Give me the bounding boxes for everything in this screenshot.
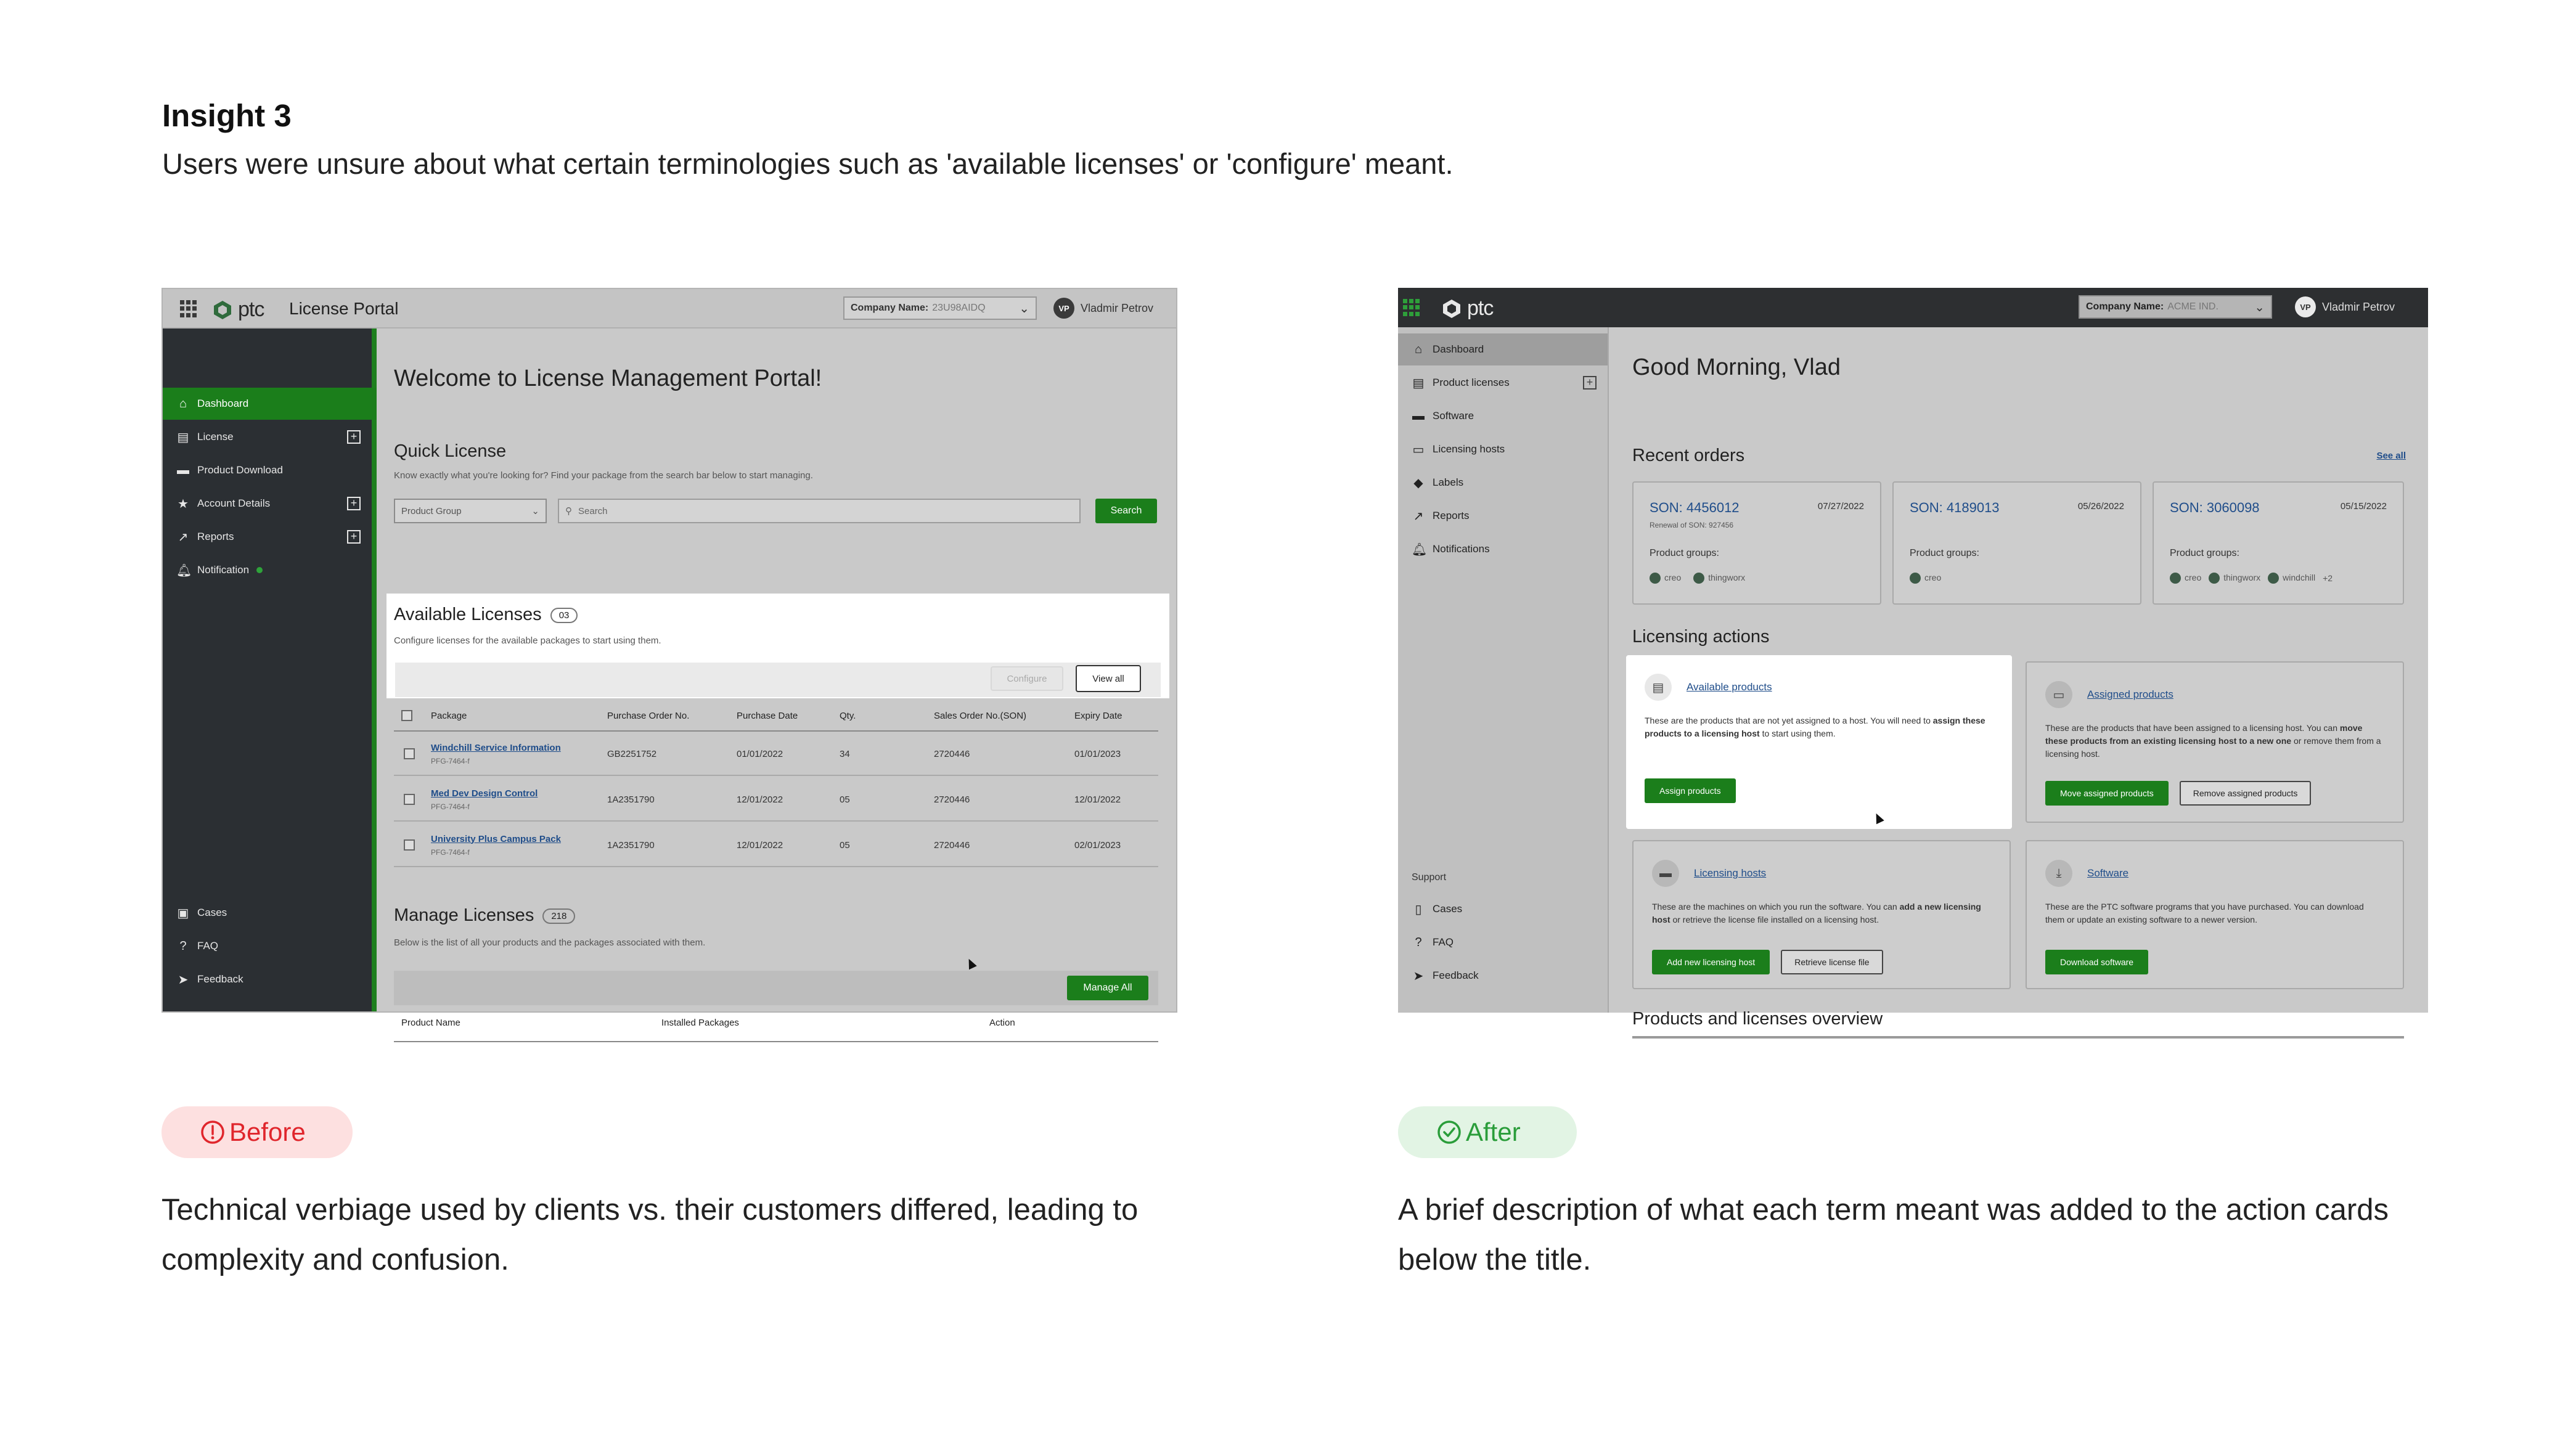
- thingworx-logo-icon: [1693, 573, 1704, 584]
- date-cell: 12/01/2022: [737, 794, 783, 805]
- available-licenses-table: [394, 700, 1158, 878]
- before-tag: [162, 1106, 353, 1158]
- apps-grid-icon[interactable]: [1403, 299, 1420, 316]
- column-header[interactable]: Package: [431, 710, 467, 721]
- quick-license-title: Quick License: [394, 441, 507, 461]
- product-group-select[interactable]: [394, 499, 547, 523]
- available-licenses-panel: [386, 594, 1169, 698]
- order-card[interactable]: [2153, 481, 2404, 605]
- order-son[interactable]: SON: 3060098: [2170, 500, 2260, 515]
- row-checkbox[interactable]: [404, 777, 415, 822]
- action-card-title[interactable]: Available products: [1687, 681, 1772, 693]
- after-tag-label: After: [1466, 1117, 1521, 1146]
- action-card-buttons: [2045, 781, 2311, 806]
- chart-icon: ↗: [1413, 509, 1424, 523]
- before-caption: Technical verbiage used by clients vs. their customers differed, leading to complexity and confusion.: [162, 1193, 1139, 1276]
- ptc-logo[interactable]: [1441, 296, 1493, 320]
- column-header[interactable]: Purchase Order No.: [607, 710, 690, 721]
- after-tag: [1398, 1106, 1577, 1158]
- insight-description: Users were unsure about what certain terminologies such as 'available licenses' or 'configure' meant.: [162, 147, 1454, 180]
- sidebar-item-label: Reports: [1433, 510, 1470, 521]
- table-row[interactable]: [394, 777, 1158, 822]
- sidebar-item-label: Product licenses: [1433, 377, 1510, 388]
- company-select[interactable]: [2079, 295, 2272, 319]
- chevron-down-icon: ⌄: [531, 506, 539, 516]
- sidebar-item-software[interactable]: [1398, 400, 1608, 432]
- send-icon: ➤: [1413, 969, 1424, 983]
- alert-circle-icon: [200, 1119, 226, 1145]
- bell-icon: 🔔︎: [1412, 542, 1428, 557]
- product-group-placeholder: Product Group: [401, 505, 462, 516]
- sidebar-item-label: Cases: [197, 907, 227, 918]
- action-card-description: These are the PTC software programs that you have purchased. You can download them or update an existing software to a newer version.: [2045, 902, 2364, 925]
- after-caption: A brief description of what each term meant was added to the action cards below the title.: [1398, 1193, 2389, 1276]
- action-card-title[interactable]: Licensing hosts: [1694, 867, 1767, 879]
- retrieve-license-file-button[interactable]: Retrieve license file: [1781, 950, 1883, 974]
- sidebar-item-notification[interactable]: [163, 554, 372, 586]
- creo-logo-icon: [1910, 573, 1921, 584]
- action-card-description: These are the products that have been assigned to a licensing host. You can move these products from an existing licensing host to a new one or remove them from a licensing host.: [2045, 723, 2381, 759]
- portal-name: License Portal: [289, 299, 399, 318]
- page-title: Welcome to License Management Portal!: [394, 365, 822, 391]
- date-cell: 01/01/2022: [737, 748, 783, 759]
- package-link[interactable]: Med Dev Design Control: [431, 788, 538, 799]
- select-all-checkbox[interactable]: [401, 700, 412, 732]
- sidebar-item-feedback[interactable]: [1398, 960, 1608, 992]
- sidebar-item-label: Notification: [197, 564, 250, 576]
- ptc-logo-text: ptc: [1467, 296, 1494, 320]
- count-badge: 03: [550, 608, 578, 623]
- home-icon: ⌂: [1414, 342, 1423, 356]
- move-assigned-products-button[interactable]: Move assigned products: [2045, 781, 2169, 806]
- manage-licenses-label: Manage Licenses: [394, 905, 534, 925]
- product-groups-label: Product groups:: [1650, 548, 1719, 558]
- table-row[interactable]: [394, 823, 1158, 867]
- product-group-chip: creo: [2170, 573, 2201, 584]
- row-checkbox[interactable]: [404, 732, 415, 776]
- expand-icon[interactable]: +: [347, 530, 361, 544]
- product-group-chip: creo: [1910, 573, 1941, 584]
- manage-table-header: [394, 1005, 1158, 1042]
- sidebar-item-cases[interactable]: [163, 897, 372, 929]
- order-son[interactable]: SON: 4189013: [1910, 500, 2000, 515]
- send-icon: ➤: [178, 973, 189, 987]
- sidebar-item-licensing-hosts[interactable]: [1398, 433, 1608, 465]
- expiry-cell: 12/01/2022: [1074, 794, 1121, 805]
- user-name: Vladmir Petrov: [1081, 301, 1154, 314]
- before-screenshot: [162, 288, 1177, 1028]
- host-icon: ▭: [1412, 443, 1425, 457]
- product-group-chip: windchill: [2268, 573, 2315, 584]
- sidebar-item-label: Feedback: [197, 973, 243, 985]
- action-card-description: These are the machines on which you run the software. You can add a new licensing host or retrieve the license file installed on a licensing host.: [1652, 902, 1981, 925]
- sidebar-item-product-licenses[interactable]: [1398, 367, 1608, 399]
- manage-toolbar: [394, 971, 1158, 1005]
- add-licensing-host-button[interactable]: Add new licensing host: [1652, 950, 1770, 974]
- company-value: 23U98AIDQ: [932, 303, 986, 313]
- sidebar-item-account-details[interactable]: [163, 488, 372, 520]
- before-tag-label: Before: [229, 1117, 306, 1146]
- sidebar-item-feedback[interactable]: [163, 963, 372, 995]
- sidebar-item-label: Reports: [197, 531, 234, 542]
- order-renewal: Renewal of SON: 927456: [1650, 521, 1734, 529]
- column-header[interactable]: Installed Packages: [661, 1018, 739, 1028]
- support-label: Support: [1412, 872, 1447, 883]
- expand-icon[interactable]: +: [347, 430, 361, 444]
- product-group-chips: [1650, 573, 1745, 584]
- manage-all-button[interactable]: Manage All: [1067, 976, 1148, 1000]
- po-cell: 1A2351790: [607, 839, 655, 851]
- available-licenses-label: Available Licenses: [394, 605, 542, 624]
- licensing-actions-title: Licensing actions: [1632, 627, 1770, 647]
- column-header[interactable]: Sales Order No.(SON): [934, 710, 1027, 721]
- sidebar-item-reports[interactable]: [1398, 500, 1608, 532]
- expand-icon[interactable]: +: [347, 497, 361, 510]
- quick-license-subtitle: Know exactly what you're looking for? Find your package from the search bar below to start managing.: [394, 470, 813, 481]
- action-card-buttons: [1652, 950, 1883, 974]
- expand-icon[interactable]: +: [1583, 376, 1597, 390]
- top-bar: [1398, 288, 2428, 327]
- package-code: PFG-7464-f: [431, 756, 470, 765]
- action-card-licensing-hosts[interactable]: [1632, 840, 2011, 989]
- main-content: [1609, 327, 2428, 1029]
- column-header[interactable]: Purchase Date: [737, 710, 798, 721]
- apps-grid-icon[interactable]: [180, 300, 197, 317]
- sidebar-item-label: Notifications: [1433, 543, 1490, 555]
- package-code: PFG-7464-f: [431, 847, 470, 857]
- top-bar: [163, 289, 1176, 329]
- available-licenses-subtitle: Configure licenses for the available packages to start using them.: [394, 635, 661, 646]
- sidebar-item-label: Product Download: [197, 464, 283, 476]
- ptc-logo-mark-icon: [1441, 298, 1462, 319]
- sidebar-item-dashboard[interactable]: [163, 388, 377, 420]
- order-card[interactable]: [1892, 481, 2141, 605]
- son-cell: 2720446: [934, 839, 970, 851]
- action-card-buttons: [2045, 950, 2148, 974]
- creo-logo-icon: [1650, 573, 1661, 584]
- sidebar-item-label: Dashboard: [197, 398, 249, 409]
- package-link[interactable]: University Plus Campus Pack: [431, 833, 561, 844]
- download-icon: ⤓: [2045, 860, 2072, 887]
- product-groups-label: Product groups:: [1910, 548, 1979, 558]
- insight-title: Insight 3: [162, 98, 292, 133]
- action-card-title[interactable]: Assigned products: [2087, 688, 2173, 700]
- license-icon: ▤: [177, 430, 189, 444]
- product-group-chips: [2170, 573, 2333, 584]
- company-label: Company Name:: [851, 303, 929, 313]
- thingworx-logo-icon: [2209, 573, 2220, 584]
- check-circle-icon: [1436, 1119, 1462, 1145]
- action-card-title[interactable]: Software: [2087, 867, 2129, 879]
- order-date: 07/27/2022: [1817, 501, 1864, 512]
- son-cell: 2720446: [934, 748, 970, 759]
- sidebar-item-dashboard[interactable]: [1398, 333, 1608, 365]
- creo-logo-icon: [2170, 573, 2181, 584]
- user-name: Vladmir Petrov: [2322, 300, 2395, 313]
- view-all-button[interactable]: View all: [1076, 665, 1141, 692]
- ptc-logo-text: ptc: [238, 298, 264, 321]
- manage-licenses-title: [394, 905, 575, 926]
- sidebar-item-label: Software: [1433, 410, 1474, 422]
- action-card-assigned-products[interactable]: [2026, 661, 2404, 823]
- mouse-cursor-icon: [965, 957, 976, 969]
- sidebar: [1398, 327, 1609, 1013]
- search-placeholder: Search: [578, 505, 608, 516]
- column-header[interactable]: Product Name: [401, 1018, 460, 1028]
- order-date: 05/26/2022: [2077, 501, 2124, 512]
- column-header[interactable]: Action: [989, 1018, 1015, 1028]
- sidebar-item-label: Labels: [1433, 476, 1464, 488]
- sidebar-item-label: License: [197, 431, 234, 443]
- product-group-chip: thingworx: [1693, 573, 1745, 584]
- folder-icon: ▬: [177, 463, 189, 477]
- po-cell: 1A2351790: [607, 794, 655, 805]
- manage-licenses-subtitle: Below is the list of all your products and the packages associated with them.: [394, 937, 706, 948]
- chevron-down-icon: ⌄: [2254, 300, 2265, 314]
- table-row[interactable]: [394, 732, 1158, 776]
- sidebar-item-product-download[interactable]: [163, 454, 372, 486]
- count-badge: 218: [542, 908, 575, 924]
- product-group-chip: creo: [1650, 573, 1681, 584]
- company-select[interactable]: [843, 296, 1037, 320]
- product-groups-label: Product groups:: [2170, 548, 2239, 558]
- search-input[interactable]: [558, 499, 1081, 523]
- expiry-cell: 01/01/2023: [1074, 748, 1121, 759]
- po-cell: GB2251752: [607, 748, 657, 759]
- overview-title: Products and licenses overview: [1632, 1009, 1883, 1029]
- table-header: [394, 700, 1158, 732]
- order-son[interactable]: SON: 4456012: [1650, 500, 1740, 515]
- search-button[interactable]: Search: [1095, 499, 1157, 523]
- chart-icon: ↗: [178, 530, 189, 544]
- date-cell: 12/01/2022: [737, 839, 783, 851]
- server-icon: ▬: [1652, 860, 1679, 887]
- windchill-logo-icon: [2268, 573, 2279, 584]
- sidebar-item-faq[interactable]: [163, 930, 372, 962]
- download-software-button[interactable]: Download software: [2045, 950, 2148, 974]
- sidebar-item-label: Account Details: [197, 497, 271, 509]
- sidebar-item-label: FAQ: [197, 940, 219, 952]
- clipboard-icon: ▯: [1415, 902, 1422, 916]
- package-code: PFG-7464-f: [431, 802, 470, 811]
- search-icon: ⚲: [565, 506, 572, 516]
- action-card-software[interactable]: [2026, 840, 2404, 989]
- bell-icon: 🔔︎: [176, 563, 192, 578]
- company-label: Company Name:: [2086, 301, 2164, 312]
- main-content: [377, 329, 1176, 1028]
- avatar: VP: [2295, 296, 2316, 317]
- sidebar-item-reports[interactable]: [163, 521, 372, 553]
- expiry-cell: 02/01/2023: [1074, 839, 1121, 851]
- home-icon: ⌂: [179, 396, 187, 410]
- license-icon: ▤: [1412, 376, 1425, 390]
- user-menu[interactable]: [1053, 298, 1153, 319]
- avatar: VP: [1053, 298, 1074, 319]
- company-value: ACME IND.: [2167, 301, 2218, 312]
- sidebar-item-label: Feedback: [1433, 969, 1479, 981]
- column-header[interactable]: Expiry Date: [1074, 710, 1122, 721]
- order-card[interactable]: [1632, 481, 1881, 605]
- product-group-chip: thingworx: [2209, 573, 2260, 584]
- chevron-down-icon: ⌄: [1019, 301, 1029, 316]
- user-menu[interactable]: [2295, 296, 2395, 317]
- sidebar-item-cases[interactable]: [1398, 893, 1608, 925]
- see-all-link[interactable]: See all: [2376, 451, 2406, 461]
- configure-button[interactable]: Configure: [991, 666, 1063, 691]
- qty-cell: 34: [840, 748, 850, 759]
- column-header[interactable]: Qty.: [840, 710, 856, 721]
- page-title: Good Morning, Vlad: [1632, 354, 1841, 380]
- mouse-cursor-icon: [1872, 812, 1884, 824]
- notification-dot: [256, 567, 263, 573]
- after-screenshot: [1398, 288, 2428, 1029]
- ptc-logo-mark-icon: [212, 300, 233, 320]
- sidebar-item-label: Licensing hosts: [1433, 443, 1505, 455]
- recent-orders-title: Recent orders: [1632, 446, 1745, 465]
- qty-cell: 05: [840, 794, 850, 805]
- help-icon: ?: [1415, 935, 1422, 949]
- action-card-buttons: [1645, 778, 1736, 803]
- son-cell: 2720446: [934, 794, 970, 805]
- package-link[interactable]: Windchill Service Information: [431, 742, 561, 753]
- sidebar-item-labels[interactable]: [1398, 467, 1608, 499]
- ptc-logo[interactable]: [212, 298, 264, 322]
- assign-products-button[interactable]: Assign products: [1645, 778, 1736, 803]
- sidebar-item-notifications[interactable]: [1398, 533, 1608, 565]
- remove-assigned-products-button[interactable]: Remove assigned products: [2180, 781, 2312, 806]
- action-card-description: These are the products that are not yet assigned to a host. You will need to assign these products to a licensing host to start using them.: [1645, 716, 1985, 738]
- order-date: 05/15/2022: [2340, 501, 2387, 512]
- sidebar-item-label: Cases: [1433, 903, 1463, 915]
- sidebar: [163, 329, 377, 1011]
- available-licenses-title: [394, 605, 578, 625]
- more-groups-count[interactable]: +2: [2323, 573, 2333, 584]
- help-icon: ?: [179, 939, 187, 953]
- briefcase-icon: ▣: [177, 906, 189, 920]
- row-checkbox[interactable]: [404, 823, 415, 867]
- star-icon: ★: [178, 497, 189, 511]
- sidebar-item-label: Dashboard: [1433, 343, 1484, 355]
- folder-icon: ▬: [1412, 409, 1425, 423]
- action-card-available-products[interactable]: [1626, 655, 2012, 829]
- document-icon: ▤: [1645, 674, 1672, 701]
- sidebar-item-faq[interactable]: [1398, 926, 1608, 958]
- qty-cell: 05: [840, 839, 850, 851]
- sidebar-item-license[interactable]: [163, 421, 372, 453]
- tag-icon: ◆: [1413, 476, 1423, 490]
- product-group-chips: [1910, 573, 1941, 584]
- sidebar-item-label: FAQ: [1433, 936, 1454, 948]
- divider: [1632, 1036, 2404, 1039]
- monitor-icon: ▭: [2045, 681, 2072, 708]
